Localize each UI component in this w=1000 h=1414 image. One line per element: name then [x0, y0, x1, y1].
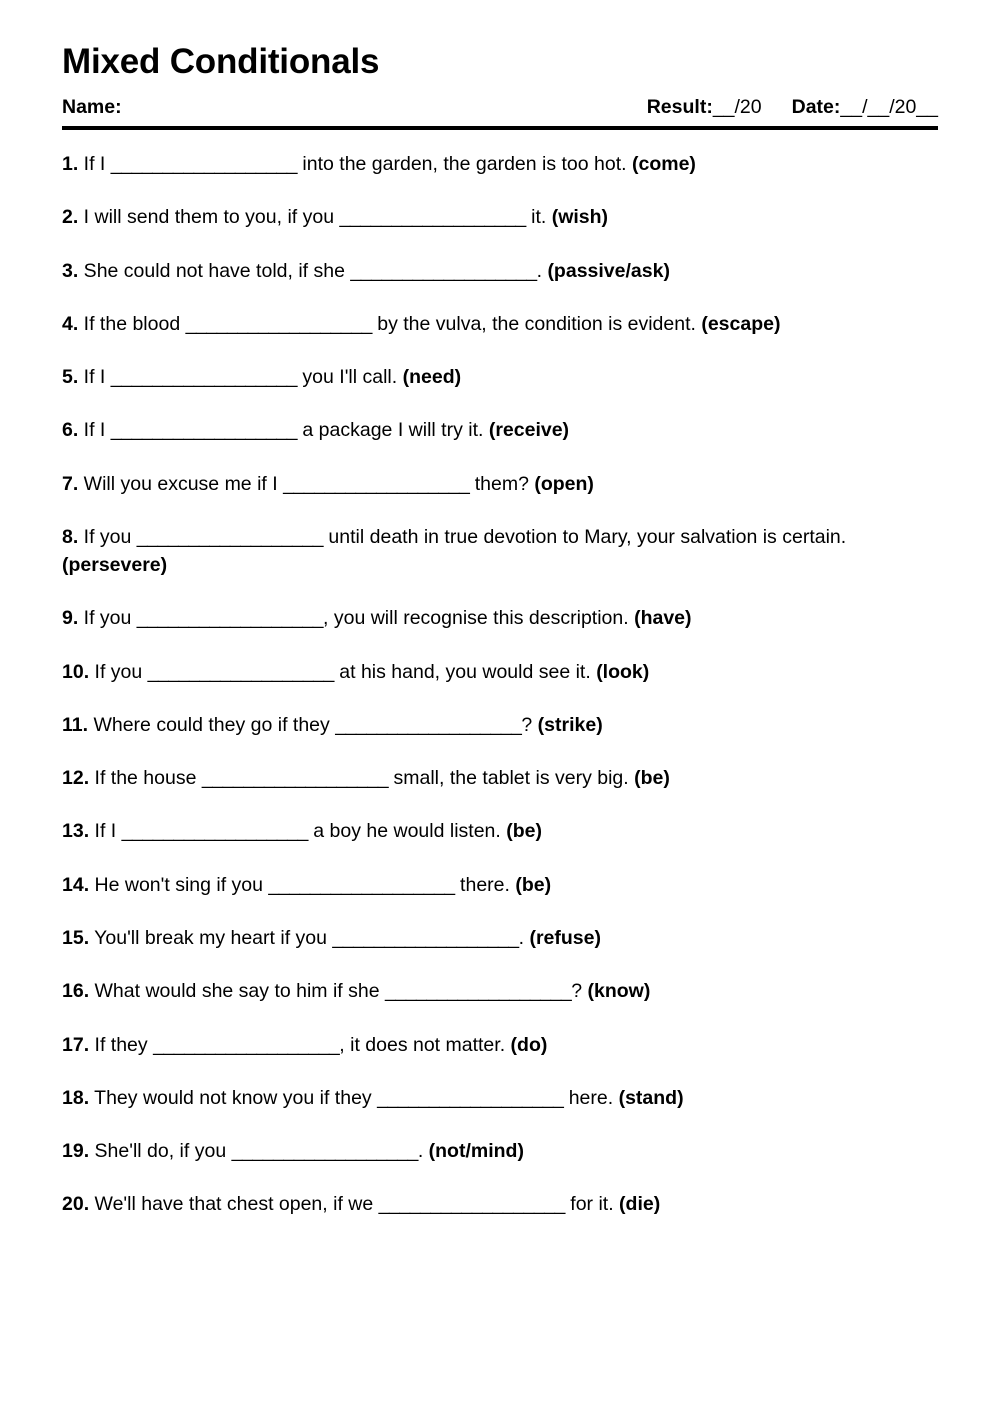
question-item	[62, 310, 938, 338]
question-item	[62, 523, 938, 580]
question-text-before: They would not know you if they	[89, 1086, 378, 1109]
question-number: 17.	[62, 1033, 90, 1056]
question-item	[62, 416, 938, 444]
question-verb-hint: (know)	[587, 980, 651, 1003]
answer-blank[interactable]: __________________	[110, 419, 297, 442]
question-item	[62, 470, 938, 498]
question-verb-hint: (do)	[510, 1033, 548, 1056]
question-number: 14.	[62, 873, 90, 896]
answer-blank[interactable]: __________________	[339, 206, 526, 229]
question-verb-hint: (receive)	[488, 419, 570, 442]
question-number: 18.	[62, 1086, 90, 1109]
question-verb-hint: (refuse)	[529, 926, 601, 949]
result-label: Result:	[646, 96, 713, 118]
question-text-after: by the vulva, the condition is evident.	[371, 312, 702, 335]
question-text-before: She could not have told, if she	[78, 259, 351, 282]
question-text-before: I will send them to you, if you	[78, 206, 340, 229]
question-text-before: If I	[78, 419, 111, 442]
question-item	[62, 711, 938, 739]
question-item	[62, 203, 938, 231]
question-text-before: Where could they go if they	[88, 713, 336, 736]
question-number: 1.	[62, 153, 79, 175]
question-item	[62, 604, 938, 632]
question-text-before: You'll break my heart if you	[89, 926, 333, 949]
question-verb-hint: (stand)	[618, 1086, 684, 1109]
question-text-after: for it.	[564, 1193, 620, 1216]
answer-blank[interactable]: __________________	[136, 607, 324, 630]
question-verb-hint: (open)	[534, 472, 594, 495]
question-number: 13.	[62, 820, 90, 843]
question-number: 4.	[62, 312, 79, 335]
header-divider	[62, 126, 938, 130]
date-label: Date:	[791, 96, 841, 118]
question-verb-hint: (be)	[515, 873, 552, 896]
question-number: 9.	[62, 607, 79, 630]
question-verb-hint: (persevere)	[62, 554, 168, 577]
question-item	[62, 658, 938, 686]
question-text-before: If I	[89, 820, 122, 843]
answer-blank[interactable]: __________________	[121, 820, 308, 843]
question-text-after: it.	[525, 206, 552, 229]
question-text-after: a boy he would listen.	[307, 820, 507, 843]
question-number: 11.	[62, 713, 89, 736]
answer-blank[interactable]: __________________	[283, 472, 470, 495]
answer-blank[interactable]: __________________	[335, 713, 522, 736]
question-text-after: .	[518, 926, 530, 949]
worksheet-meta-row	[62, 96, 938, 119]
result-field	[647, 96, 762, 119]
answer-blank[interactable]: __________________	[185, 312, 372, 335]
question-verb-hint: (escape)	[701, 312, 781, 335]
question-text-after: there.	[454, 873, 516, 896]
question-item	[62, 1190, 938, 1218]
question-number: 8.	[62, 525, 79, 548]
question-item	[62, 871, 938, 899]
result-value[interactable]: __/20	[712, 96, 762, 118]
answer-blank[interactable]: __________________	[153, 1033, 340, 1056]
page-title: Mixed Conditionals	[62, 42, 380, 81]
question-item	[62, 150, 938, 178]
question-item	[62, 924, 938, 952]
date-field	[792, 96, 938, 119]
question-number: 10.	[62, 660, 90, 683]
question-number: 6.	[62, 419, 79, 442]
question-verb-hint: (have)	[634, 607, 692, 630]
question-item	[62, 1137, 938, 1165]
question-text-before: She'll do, if you	[89, 1140, 232, 1163]
question-number: 16.	[62, 980, 90, 1003]
question-list	[62, 150, 938, 1219]
question-verb-hint: (not/mind)	[428, 1140, 524, 1163]
question-text-before: He won't sing if you	[89, 873, 269, 896]
question-text-before: If you	[78, 525, 137, 548]
question-text-after: .	[536, 259, 548, 282]
question-verb-hint: (be)	[634, 767, 670, 790]
question-text-after: you I'll call.	[297, 366, 403, 389]
question-verb-hint: (die)	[619, 1193, 661, 1216]
answer-blank[interactable]: __________________	[377, 1086, 564, 1109]
question-verb-hint: (come)	[632, 153, 696, 175]
question-text-before: If the blood	[78, 312, 186, 335]
question-number: 12.	[62, 767, 90, 790]
meta-right-group	[647, 96, 938, 119]
question-item	[62, 977, 938, 1005]
question-text-after: , you will recognise this description.	[323, 607, 635, 630]
question-text-after: until death in true devotion to Mary, your salvation is certain.	[323, 525, 847, 548]
question-text-before: What would she say to him if she	[89, 980, 385, 1003]
question-text-after: a package I will try it.	[297, 419, 489, 442]
question-text-after: them?	[469, 472, 535, 495]
question-number: 3.	[62, 259, 79, 282]
name-label: Name:	[62, 96, 122, 118]
question-number: 19.	[62, 1140, 90, 1163]
answer-blank[interactable]: __________________	[136, 525, 324, 548]
question-verb-hint: (be)	[506, 820, 542, 843]
answer-blank[interactable]: __________________	[147, 660, 334, 683]
question-text-after: into the garden, the garden is too hot.	[297, 153, 632, 175]
question-number: 20.	[62, 1193, 90, 1216]
question-item	[62, 1084, 938, 1112]
question-item	[62, 257, 938, 285]
question-item	[62, 764, 938, 792]
answer-blank[interactable]: __________________	[110, 153, 297, 175]
question-verb-hint: (passive/ask)	[547, 259, 670, 282]
answer-blank[interactable]: __________________	[332, 926, 519, 949]
question-text-before: If I	[78, 153, 111, 175]
question-verb-hint: (look)	[596, 660, 650, 683]
question-number: 5.	[62, 366, 79, 389]
question-verb-hint: (need)	[402, 366, 462, 389]
answer-blank[interactable]: __________________	[378, 1193, 565, 1216]
question-item	[62, 817, 938, 845]
question-text-after: ?	[521, 713, 538, 736]
question-text-after: , it does not matter.	[339, 1033, 511, 1056]
question-text-before: We'll have that chest open, if we	[89, 1193, 379, 1216]
question-text-before: If I	[78, 366, 111, 389]
question-text-after: .	[417, 1140, 429, 1163]
answer-blank[interactable]: __________________	[201, 767, 389, 790]
question-text-before: If you	[78, 607, 137, 630]
question-text-before: If the house	[89, 767, 202, 790]
question-text-after: small, the tablet is very big.	[388, 767, 635, 790]
question-text-after: ?	[571, 980, 588, 1003]
question-item	[62, 363, 938, 391]
question-number: 7.	[62, 472, 79, 495]
question-text-before: Will you excuse me if I	[78, 472, 284, 495]
question-text-after: at his hand, you would see it.	[333, 660, 597, 683]
question-text-before: If they	[89, 1033, 154, 1056]
date-value[interactable]: __/__/20__	[840, 96, 938, 118]
question-number: 15.	[62, 926, 90, 949]
question-number: 2.	[62, 206, 79, 229]
question-verb-hint: (wish)	[551, 206, 609, 229]
question-verb-hint: (strike)	[537, 713, 603, 736]
answer-blank[interactable]: __________________	[350, 259, 537, 282]
answer-blank[interactable]: __________________	[110, 366, 297, 389]
question-item	[62, 1031, 938, 1059]
answer-blank[interactable]: __________________	[268, 873, 455, 896]
question-text-before: If you	[89, 660, 148, 683]
answer-blank[interactable]: __________________	[231, 1140, 418, 1163]
answer-blank[interactable]: __________________	[385, 980, 572, 1003]
question-text-after: here.	[563, 1086, 619, 1109]
